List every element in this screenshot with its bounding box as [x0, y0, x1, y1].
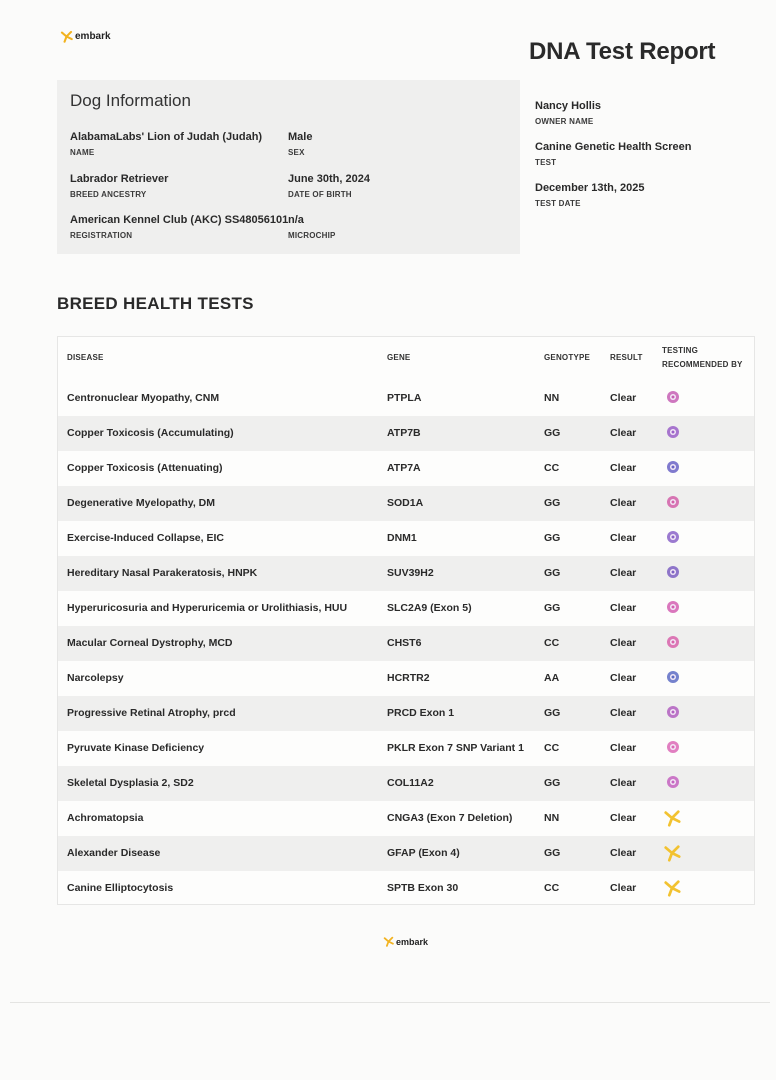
genotype-cell: GG [544, 777, 561, 789]
column-result: RESULT [610, 353, 643, 362]
gene-cell: GFAP (Exon 4) [387, 847, 460, 859]
result-cell: Clear [610, 427, 637, 439]
result-cell: Clear [610, 847, 637, 859]
genotype-cell: GG [544, 497, 561, 509]
sex-value: Male [288, 131, 313, 143]
breed-field [70, 173, 168, 199]
embark-star-icon [60, 30, 73, 43]
column-testing-recommended-by [662, 344, 743, 372]
table-row [58, 801, 754, 836]
badge-icon [666, 705, 680, 724]
column-disease: DISEASE [67, 353, 104, 362]
disease-cell: Hyperuricosuria and Hyperuricemia or Urolithiasis, HUU [67, 602, 348, 614]
result-cell: Clear [610, 812, 637, 824]
disease-cell: Canine Elliptocytosis [67, 882, 174, 894]
disease-cell: Centronuclear Myopathy, CNM [67, 392, 220, 404]
dog-name-value: AlabamaLabs' Lion of Judah (Judah) [70, 131, 263, 143]
badge-icon [666, 495, 680, 514]
table-row [58, 696, 754, 731]
test-date-field [535, 182, 644, 208]
badge-icon [666, 390, 680, 409]
genotype-cell: GG [544, 602, 561, 614]
badge-icon [666, 425, 680, 444]
disease-cell: Achromatopsia [67, 812, 144, 824]
owner-name-field [535, 100, 601, 126]
result-cell: Clear [610, 777, 637, 789]
gene-cell: SLC2A9 (Exon 5) [387, 602, 472, 614]
result-cell: Clear [610, 637, 637, 649]
gene-cell: PTPLA [387, 392, 422, 404]
badge-icon [666, 600, 680, 619]
genotype-cell: CC [544, 742, 560, 754]
logo-text: embark [75, 31, 111, 42]
gene-cell: COL11A2 [387, 777, 434, 789]
breed-label: BREED ANCESTRY [70, 190, 147, 199]
test-field [535, 141, 692, 167]
disease-cell: Pyruvate Kinase Deficiency [67, 742, 205, 754]
gene-cell: DNM1 [387, 532, 417, 544]
microchip-label: MICROCHIP [288, 231, 336, 240]
owner-name-label: OWNER NAME [535, 117, 594, 126]
sex-label: SEX [288, 148, 305, 157]
disease-cell: Exercise-Induced Collapse, EIC [67, 532, 224, 544]
breed-value: Labrador Retriever [70, 173, 169, 185]
page-divider [10, 1002, 770, 1003]
result-cell: Clear [610, 532, 637, 544]
disease-cell: Progressive Retinal Atrophy, prcd [67, 707, 236, 719]
badge-icon [666, 740, 680, 759]
table-header [58, 337, 754, 381]
disease-cell: Copper Toxicosis (Attenuating) [67, 462, 223, 474]
genotype-cell: NN [544, 812, 560, 824]
embark-star-icon [662, 879, 682, 902]
dog-information-panel [57, 80, 520, 254]
disease-cell: Skeletal Dysplasia 2, SD2 [67, 777, 194, 789]
result-cell: Clear [610, 392, 637, 404]
table-row [58, 381, 754, 416]
disease-cell: Alexander Disease [67, 847, 161, 859]
genotype-cell: GG [544, 532, 561, 544]
dog-information-heading: Dog Information [70, 91, 191, 110]
column-genotype: GENOTYPE [544, 353, 591, 362]
gene-cell: SUV39H2 [387, 567, 434, 579]
table-row [58, 521, 754, 556]
table-row [58, 871, 754, 906]
birth-date-label: DATE OF BIRTH [288, 190, 352, 199]
table-row [58, 591, 754, 626]
disease-cell: Copper Toxicosis (Accumulating) [67, 427, 234, 439]
result-cell: Clear [610, 567, 637, 579]
dog-name-label: NAME [70, 148, 95, 157]
result-cell: Clear [610, 707, 637, 719]
birth-date-field [288, 173, 370, 199]
table-row [58, 661, 754, 696]
genotype-cell: CC [544, 462, 560, 474]
disease-cell: Narcolepsy [67, 672, 124, 684]
test-date-label: TEST DATE [535, 199, 581, 208]
genotype-cell: CC [544, 637, 560, 649]
disease-cell: Macular Corneal Dystrophy, MCD [67, 637, 233, 649]
result-cell: Clear [610, 882, 637, 894]
registration-field [70, 214, 288, 240]
genotype-cell: GG [544, 847, 561, 859]
footer-logo-text: embark [396, 936, 429, 947]
table-row [58, 626, 754, 661]
breed-health-tests-heading: BREED HEALTH TESTS [57, 294, 254, 313]
genotype-cell: GG [544, 427, 561, 439]
gene-cell: PKLR Exon 7 SNP Variant 1 [387, 742, 524, 754]
microchip-field [288, 214, 336, 240]
table-row [58, 416, 754, 451]
page-title: DNA Test Report [529, 38, 716, 65]
table-row [58, 451, 754, 486]
result-cell: Clear [610, 602, 637, 614]
table-row [58, 836, 754, 871]
genotype-cell: GG [544, 567, 561, 579]
genotype-cell: AA [544, 672, 560, 684]
badge-icon [666, 775, 680, 794]
genotype-cell: NN [544, 392, 560, 404]
health-tests-table [57, 336, 755, 905]
result-cell: Clear [610, 672, 637, 684]
dog-name-field [70, 131, 262, 157]
test-value: Canine Genetic Health Screen [535, 141, 692, 153]
badge-icon [666, 460, 680, 479]
badge-icon [666, 565, 680, 584]
table-row [58, 766, 754, 801]
table-row [58, 486, 754, 521]
registration-value: American Kennel Club (AKC) SS48056101 [70, 214, 289, 226]
gene-cell: HCRTR2 [387, 672, 430, 684]
table-row [58, 556, 754, 591]
column-testing-line1: TESTING [662, 346, 699, 355]
gene-cell: SPTB Exon 30 [387, 882, 459, 894]
gene-cell: ATP7B [387, 427, 421, 439]
badge-icon [666, 530, 680, 549]
table-row [58, 731, 754, 766]
gene-cell: ATP7A [387, 462, 421, 474]
result-cell: Clear [610, 462, 637, 474]
badge-icon [666, 635, 680, 654]
microchip-value: n/a [288, 214, 304, 226]
registration-label: REGISTRATION [70, 231, 133, 240]
column-testing-line2: RECOMMENDED BY [662, 360, 743, 369]
owner-name-value: Nancy Hollis [535, 100, 602, 112]
disease-cell: Hereditary Nasal Parakeratosis, HNPK [67, 567, 258, 579]
genotype-cell: GG [544, 707, 561, 719]
sex-field [288, 131, 312, 157]
gene-cell: PRCD Exon 1 [387, 707, 455, 719]
result-cell: Clear [610, 497, 637, 509]
genotype-cell: CC [544, 882, 560, 894]
gene-cell: CHST6 [387, 637, 422, 649]
result-cell: Clear [610, 742, 637, 754]
embark-footer-logo [383, 936, 428, 947]
embark-star-icon [662, 809, 682, 832]
disease-cell: Degenerative Myelopathy, DM [67, 497, 216, 509]
birth-date-value: June 30th, 2024 [288, 173, 370, 185]
test-label: TEST [535, 158, 557, 167]
gene-cell: CNGA3 (Exon 7 Deletion) [387, 812, 513, 824]
embark-star-icon [383, 936, 394, 947]
test-date-value: December 13th, 2025 [535, 182, 645, 194]
embark-star-icon [662, 844, 682, 867]
embark-logo [60, 30, 111, 43]
badge-icon [666, 670, 680, 689]
gene-cell: SOD1A [387, 497, 424, 509]
column-gene: GENE [387, 353, 411, 362]
